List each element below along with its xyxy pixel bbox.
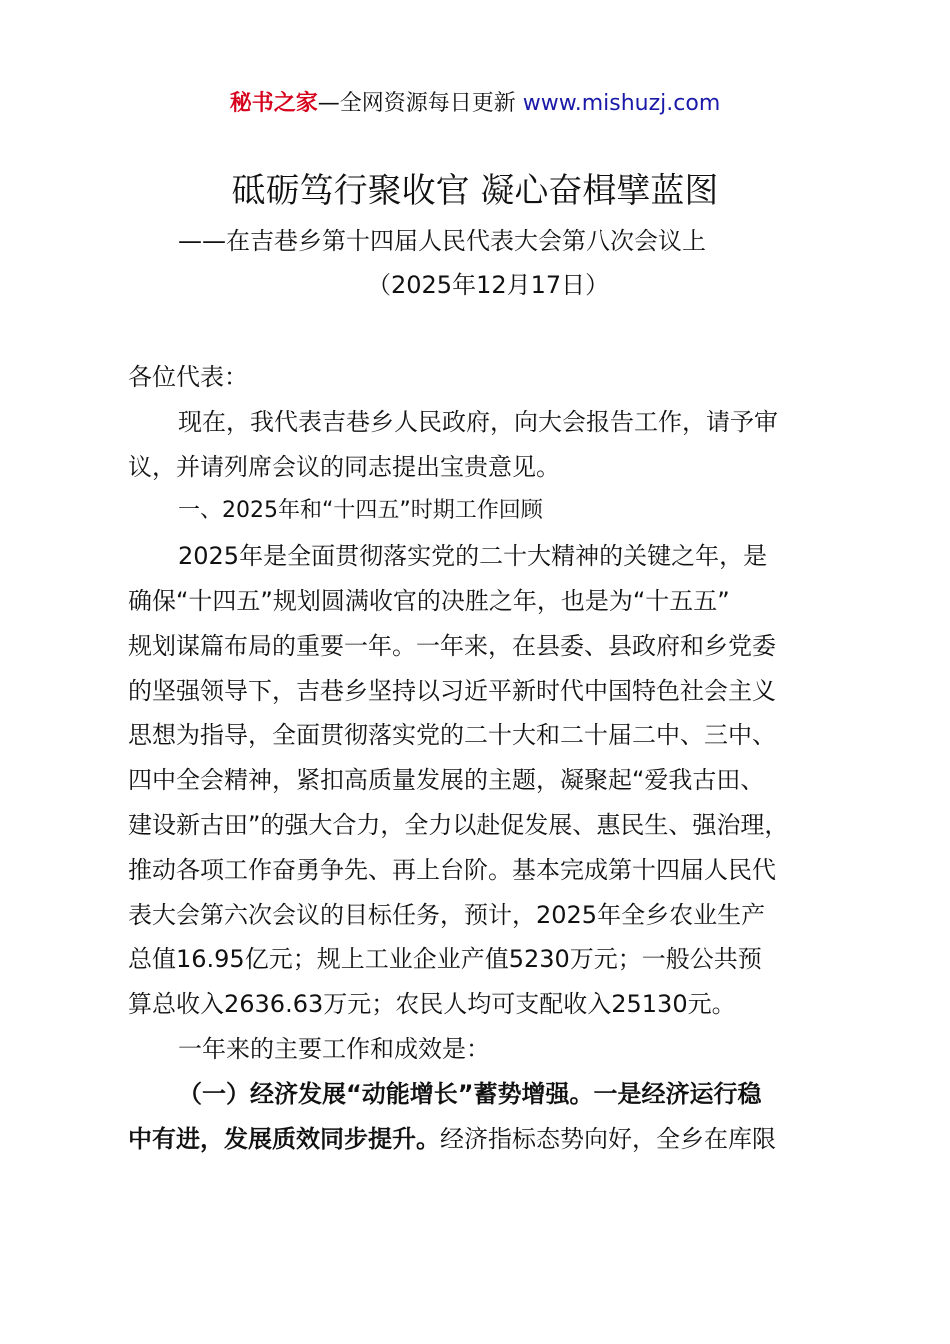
website-url[interactable]: www.mishuzj.com bbox=[522, 91, 721, 116]
paragraph-line: 四中全会精神，紧扣高质量发展的主题，凝聚起“爱我古田、 bbox=[128, 766, 765, 795]
paragraph-line: 规划谋篇布局的重要一年。一年来，在县委、县政府和乡党委 bbox=[128, 631, 776, 660]
document-title: 砥砺笃行聚收官 凝心奋楫擘蓝图 bbox=[231, 171, 719, 211]
paragraph-line: 2025年是全面贯彻落实党的二十大精神的关键之年，是 bbox=[178, 542, 768, 571]
regular-phrase: 经济指标态势向好，全乡在库限 bbox=[440, 1124, 776, 1153]
paragraph-line: 的坚强领导下，吉巷乡坚持以习近平新时代中国特色社会主义 bbox=[128, 676, 776, 705]
paragraph-line: 现在，我代表吉巷乡人民政府，向大会报告工作，请予审 bbox=[178, 407, 778, 436]
document-body bbox=[128, 355, 858, 1161]
section-heading-one: 一、2025年和“十四五”时期工作回顾 bbox=[178, 498, 543, 524]
paragraph-line: 算总收入2636.63万元；农民人均可支配收入25130元。 bbox=[128, 990, 736, 1019]
paragraph-line: 一年来的主要工作和成效是： bbox=[178, 1034, 490, 1063]
paragraph-line: 思想为指导，全面贯彻落实党的二十大和二十届二中、三中、 bbox=[128, 721, 776, 750]
site-banner bbox=[0, 86, 950, 122]
paragraph-line: 议，并请列席会议的同志提出宝贵意见。 bbox=[128, 452, 560, 481]
bold-phrase: 中有进，发展质效同步提升。 bbox=[128, 1124, 440, 1153]
paragraph-line bbox=[128, 1117, 858, 1162]
subsection-heading: （一）经济发展“动能增长”蓄势增强。一是经济运行稳 bbox=[178, 1079, 762, 1108]
brand-name: 秘书之家 bbox=[229, 91, 318, 116]
paragraph-line: 确保“十四五”规划圆满收官的决胜之年，也是为“十五五” bbox=[128, 586, 730, 615]
salutation: 各位代表： bbox=[128, 363, 248, 391]
banner-slogan: —全网资源每日更新 bbox=[317, 91, 523, 116]
document-date: （2025年12月17日） bbox=[367, 271, 610, 299]
paragraph-line: 表大会第六次会议的目标任务，预计，2025年全乡农业生产 bbox=[128, 900, 766, 929]
paragraph-line: 推动各项工作奋勇争先、再上台阶。基本完成第十四届人民代 bbox=[128, 855, 776, 884]
paragraph-line: 总值16.95亿元；规上工业企业产值5230万元；一般公共预 bbox=[128, 945, 762, 974]
paragraph-line: 建设新古田”的强大合力，全力以赴促发展、惠民生、强治理， bbox=[128, 810, 789, 839]
document-subtitle: ——在吉巷乡第十四届人民代表大会第八次会议上 bbox=[178, 227, 706, 255]
